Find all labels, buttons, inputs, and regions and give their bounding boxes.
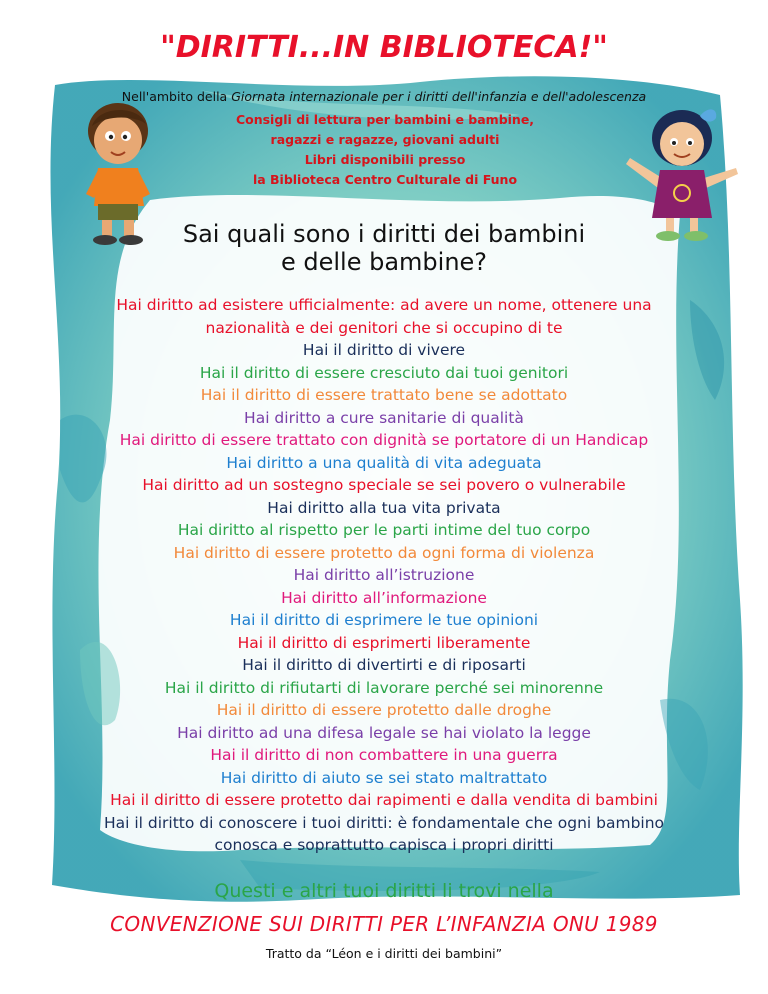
right-item: Hai il diritto di esprimere le tue opinioni [229,611,539,629]
convention-title: CONVENZIONE SUI DIRITTI PER L’INFANZIA ONU 1989 [110,912,658,936]
source-credit: Tratto da “Léon e i diritti dei bambini” [265,946,503,961]
question-line-2: e delle bambine? [280,248,488,276]
right-item: Hai diritto ad un sostegno speciale se sei povero o vulnerabile [142,476,626,494]
context-prefix: Nell'ambito della [121,89,232,104]
right-item: Hai diritto di essere protetto da ogni forma di violenza [173,543,595,562]
reco-line: la Biblioteca Centro Culturale di Funo [252,172,518,187]
right-item: conosca e soprattutto capisca i propri diritti [214,836,554,854]
footer-intro: Questi e altri tuoi diritti li trovi nella [214,880,554,902]
context-line [0,89,768,104]
right-item: Hai diritto all’informazione [281,588,487,607]
reco-line: ragazzi e ragazze, giovani adulti [270,132,500,147]
main-question [0,220,768,276]
right-item: Hai diritto ad una difesa legale se hai violato la legge [177,723,591,742]
right-item: Hai il diritto di vivere [302,341,466,359]
context-event-name: Giornata internazionale per i diritti dell'infanzia e dell'adolescenza [231,89,647,104]
right-item: Hai il diritto di divertirti e di riposarti [242,656,526,674]
poster-title: "DIRITTI...IN BIBLIOTECA!" [160,30,608,65]
rights-list [40,294,728,857]
right-item: Hai il diritto di essere cresciuto dai tuoi genitori [199,363,569,382]
reco-line: Consigli di lettura per bambini e bambine, [235,112,535,127]
right-item: Hai il diritto di conoscere i tuoi diritti: è fondamentale che ogni bambino [103,813,665,832]
right-item: Hai diritto ad esistere ufficialmente: ad avere un nome, ottenere una [116,296,652,314]
reading-recommendations [170,110,600,190]
right-item: Hai diritto di aiuto se sei stato maltrattato [220,768,548,787]
right-item: Hai il diritto di rifiutarti di lavorare perché sei minorenne [164,678,604,697]
right-item: Hai diritto a una qualità di vita adeguata [226,453,542,472]
right-item: Hai il diritto di esprimerti liberamente [237,633,531,652]
right-item: Hai il diritto di essere protetto dai rapimenti e dalla vendita di bambini [110,791,658,809]
right-item: Hai diritto di essere trattato con dignità se portatore di un Handicap [119,431,649,449]
right-item: Hai il diritto di essere protetto dalle droghe [216,701,552,719]
right-item: nazionalità e dei genitori che si occupino di te [205,318,563,337]
right-item: Hai diritto al rispetto per le parti intime del tuo corpo [177,521,591,539]
right-item: Hai il diritto di non combattere in una guerra [210,746,558,764]
right-item: Hai diritto alla tua vita privata [267,498,501,517]
right-item: Hai diritto all’istruzione [293,566,475,584]
right-item: Hai il diritto di essere trattato bene se adottato [200,386,568,404]
reco-line: Libri disponibili presso [304,152,466,167]
question-line-1: Sai quali sono i diritti dei bambini [182,220,586,248]
right-item: Hai diritto a cure sanitarie di qualità [244,408,524,427]
